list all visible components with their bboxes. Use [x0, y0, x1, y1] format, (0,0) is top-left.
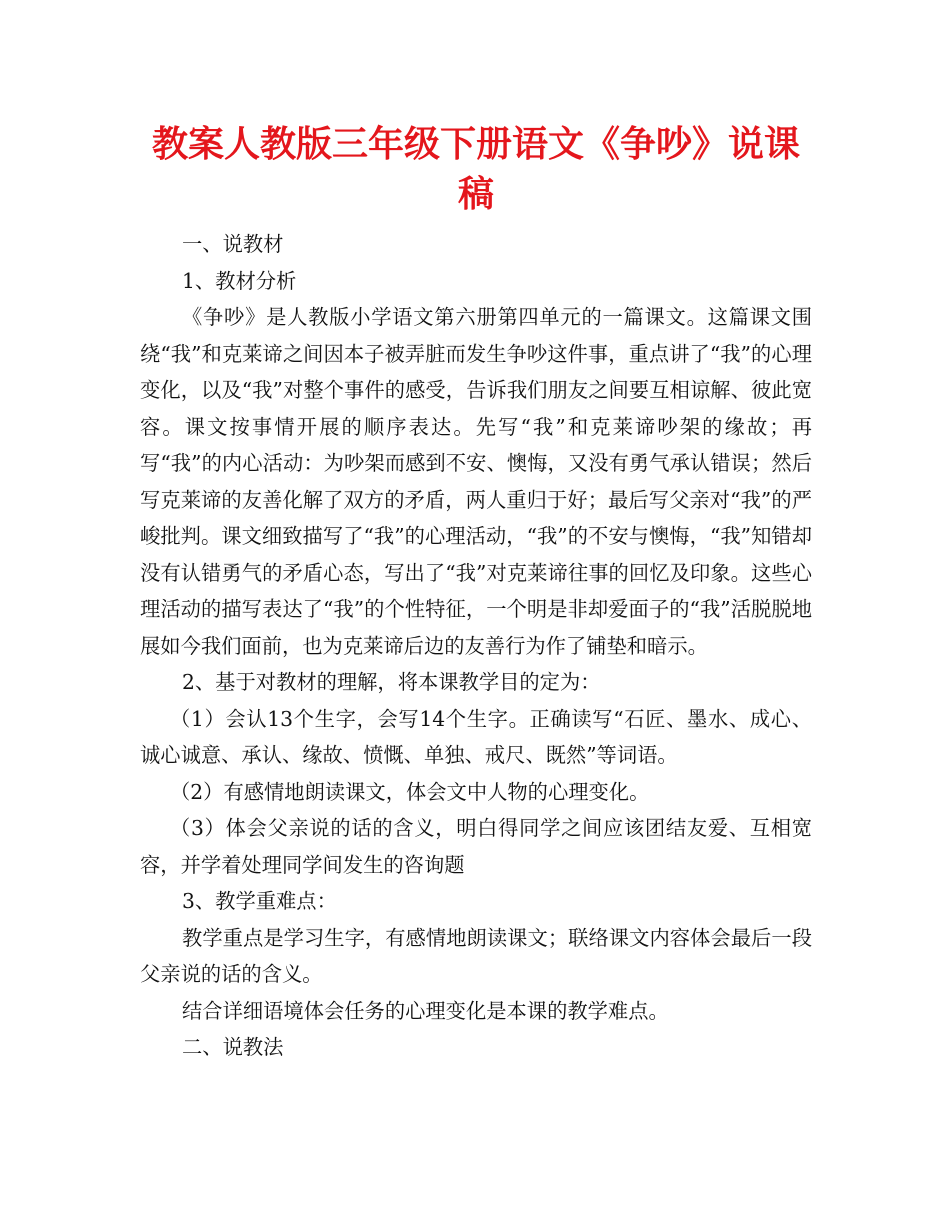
- document-page: [140, 120, 812, 1066]
- goal-item-2: （2）有感情地朗读课文，体会文中人物的心理变化。: [170, 779, 650, 804]
- goal-item-1: （1）会认13个生字，会写14个生字。正确读写“石匠、墨水、成心、诚心诚意、承认、缘故、愤慨、单独、戒尺、既然”等词语。: [140, 706, 812, 767]
- paragraph-difficult-points: 结合详细语境体会任务的心理变化是本课的教学难点。: [182, 998, 669, 1023]
- section-heading-teaching-material: 一、说教材: [182, 232, 284, 256]
- title-block: [140, 120, 812, 220]
- subheading-teaching-goals: 2、基于对教材的理解，将本课教学目的定为：: [182, 670, 601, 694]
- goal-item-3: （3）体会父亲说的话的含义，明白得同学之间应该团结友爱、互相宽容，并学着处理同学间发生的咨询题: [140, 816, 812, 877]
- subheading-material-analysis: 1、教材分析: [182, 268, 297, 293]
- subheading-key-points: 3、教学重难点：: [182, 889, 337, 913]
- section-heading-teaching-method: 二、说教法: [182, 1035, 284, 1059]
- paragraph-material-analysis: 《争吵》是人教版小学语文第六册第四单元的一篇课文。这篇课文围绕“我”和克莱谛之间因本子被弄脏而发生争吵这件事，重点讲了“我”的心理变化，以及“我”对整个事件的感受，告诉我们朋友之间要互相谅解、彼此宽容。课文按事情开展的顺序表达。先写“我”和克莱谛吵架的缘故；再写“我”的内心活动：为吵架而感到不安、懊悔，又没有勇气承认错误；然后写克莱谛的友善化解了双方的矛盾，两人重归于好；最后写父亲对“我”的严峻批判。课文细致描写了“我”的心理活动，“我”的不安与懊悔，“我”知错却没有认错勇气的矛盾心态，写出了“我”对克莱谛往事的回忆及印象。这些心理活动的描写表达了“我”的个性特征，一个明是非却爱面子的“我”活脱脱地展如今我们面前，也为克莱谛后边的友善行为作了铺垫和暗示。: [140, 305, 812, 658]
- paragraph-key-points: 教学重点是学习生字，有感情地朗读课文；联络课文内容体会最后一段父亲说的话的含义。: [140, 925, 812, 986]
- document-title: 教案人教版三年级下册语文《争吵》说课稿: [151, 124, 800, 215]
